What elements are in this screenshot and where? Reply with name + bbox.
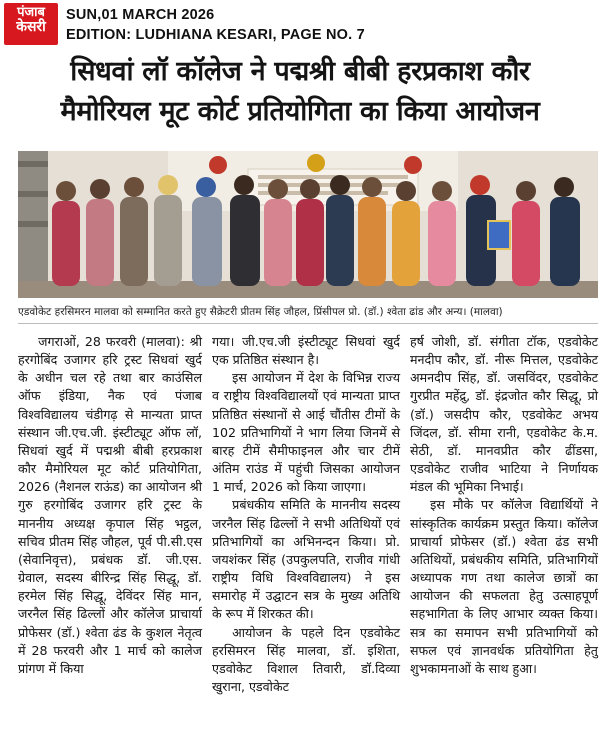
publication-date: SUN,01 MARCH 2026 [66, 7, 215, 23]
article-column-3 [410, 333, 598, 678]
photo-caption: एडवोकेट हरसिमरन मालवा को सम्मानित करते हुए सैक्रेटरी प्रीतम सिंह जौहल, प्रिंसीपल प्रो. (डॉ.) श्वेता ढांड और अन्य। (मालवा) [18, 306, 503, 318]
article-paragraph: प्रबंधकीय समिति के माननीय सदस्य जरनैल सिंह ढिल्लों ने सभी अतिथियों एवं प्रतिभागियों का अभिनन्दन किया। प्रो. जयशंकर सिंह (उपकुलपति, राजीव गांधी राष्ट्रीय विधि विश्वविद्यालय) ने इस समारोह में उद्घाटन सत्र के मुख्य अतिथि के रूप में शिरकत की। [212, 497, 400, 622]
headline-line-2: मैमोरियल मूट कोर्ट प्रतियोगिता का किया आयोजन [60, 96, 540, 127]
event-group-photo-illustration [18, 151, 598, 298]
edition-info: EDITION: LUDHIANA KESARI, PAGE NO. 7 [66, 27, 365, 43]
article-paragraph: आयोजन के पहले दिन एडवोकेट हरसिमरन सिंह मालवा, डॉ. इशिता, एडवोकेट विशाल तिवारी, डॉ.दिव्या खुराना, एडवोकेट [212, 624, 400, 694]
article-paragraph: हर्ष जोशी, डॉ. संगीता टॉक, एडवोकेट मनदीप कौर, डॉ. नीरू मित्तल, एडवोकेट अमनदीप सिंह, डॉ. जसविंदर, एडवोकेट गुरप्रीत महेंद्रु, डॉ. इंद्रजोत कौर सिद्धू, प्रो (डॉ.) जसदीप कौर, एडवोकेट अभय जिंदल, डॉ. सीमा रानी, एडवोकेट के.म. सेठी, डॉ. मानवप्रीत कौर ढींडसा, एडवोकेट राजीव भाटिया ने निर्णायक मंडल की भूमिका निभाई। [410, 334, 598, 495]
edition-meta [66, 5, 365, 45]
article-paragraph: इस आयोजन में देश के विभिन्न राज्य व राष्ट्रीय विश्वविद्यालयों एवं मान्यता प्राप्त प्रतिष्ठित संस्थानों से आई चौंतीस टीमों के 102 प्रतिभागियों ने भाग लिया जिनमें से बारह टीमें सैमीफाइनल और चार टीमें अंतिम राउंड में पहुंची जिसका आयोजन 1 मार्च, 2026 को किया जाएगा। [212, 370, 400, 495]
logo-line-2: केसरी [16, 18, 46, 35]
article-paragraph: जगराओं, 28 फरवरी (मालवा): श्री हरगोबिंद उजागर हरि ट्रस्ट सिधवां खुर्द के अधीन चल रहे तथा बार काउंसिल ऑफ इंडिया, नैक एवं पंजाब विश्वविद्यालय चंडीगढ़ से मान्यता प्राप्त संस्थान जी.एच.जी. इंस्टीट्यूट ऑफ लॉ, सिधवां खुर्द में पद्मश्री बीबी हरप्रकाश कौर मैमोरियल मूट कोर्ट प्रतियोगिता, 2026 (नैशनल राऊंड) का आयोजन श्री गुरु हरगोबिंद उजागर हरि ट्रस्ट के माननीय अध्यक्ष कृपाल सिंह भट्ठल, सचिव प्रीतम सिंह जौहल, पूर्व पी.सी.एस (सेवानिवृत्त), प्रबंधक डॉ. जी.एस. ग्रेवाल, सदस्य बीरिन्द्र सिंह सिद्धू, डॉ. हरमेल सिंह सिद्धू, देविंदर सिंह मान, जरनैल सिंह ढिल्लों और कॉलेज प्राचार्या प्रोफेसर (डॉ.) श्वेता ढंड के कुशल नेतृत्व में 28 फरवरी और 1 मार्च को कालेज प्रांगण में किया [18, 334, 202, 676]
newspaper-logo [4, 3, 58, 45]
headline [0, 52, 600, 132]
article-column-2 [212, 333, 400, 696]
article-paragraph: इस मौके पर कॉलेज विद्यार्थियों ने सांस्कृतिक कार्यक्रम प्रस्तुत किया। कॉलेज प्राचार्या प्रोफेसर (डॉ.) श्वेता ढंड सभी अतिथियों, प्रबंधकीय समिति, प्रतिभागियों अध्यापक गण तथा कालेज छात्रों का आयोजन की सफलता हेतु उत्साहपूर्ण सहभागिता के लिए आभार व्यक्त किया। सत्र का समापन सभी प्रतिभागियों को सफल एवं ज्ञानवर्धक प्रतियोगिता हेतु शुभकामनाओं के साथ हुआ। [410, 497, 598, 676]
article-paragraph: गया। जी.एच.जी इंस्टीट्यूट सिधवां खुर्द एक प्रतिष्ठित संस्थान है। [212, 334, 400, 368]
headline-line-1: सिधवां लॉ कॉलेज ने पद्मश्री बीबी हरप्रकाश कौर [70, 56, 530, 87]
divider [18, 323, 598, 324]
article-column-1 [18, 333, 202, 678]
logo-line-1: पंजाब [17, 5, 45, 20]
news-photo [18, 151, 598, 298]
masthead [4, 3, 596, 47]
